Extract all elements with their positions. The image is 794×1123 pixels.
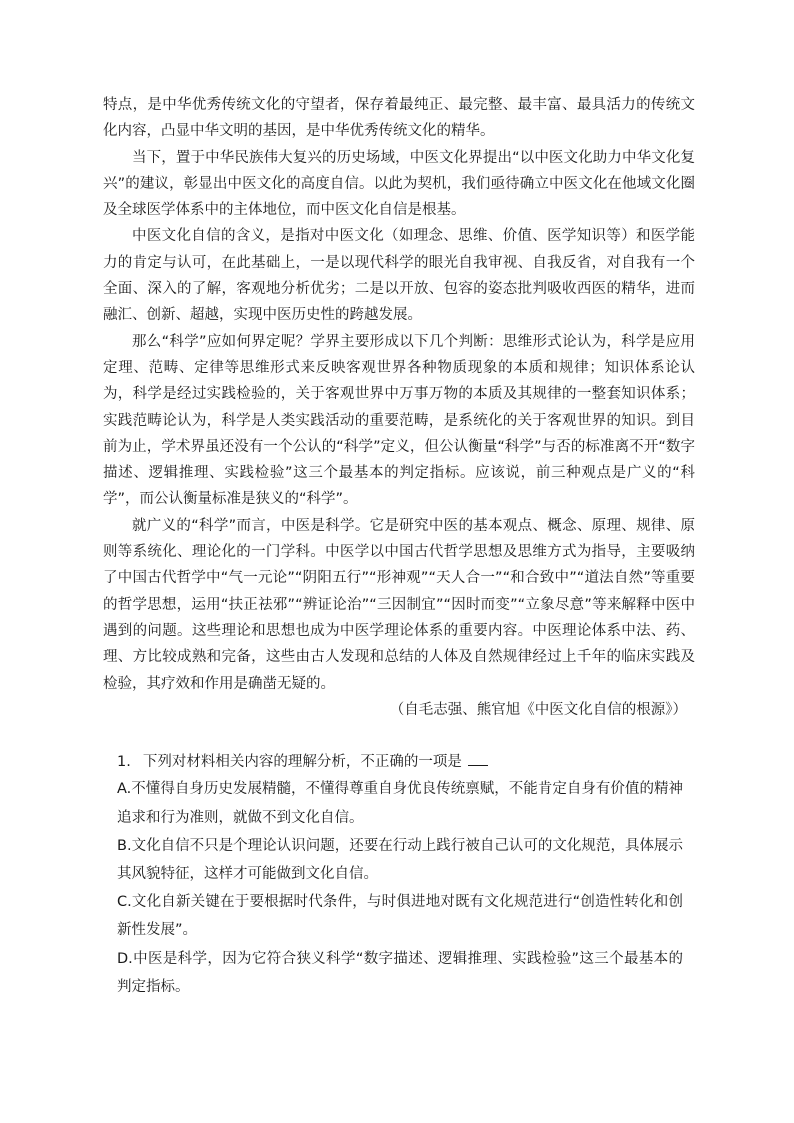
question-block (103, 749, 695, 1001)
question-stem-line (117, 749, 683, 775)
answer-blank[interactable] (468, 751, 488, 766)
option-d: D.中医是科学，因为它符合狭义科学“数字描述、逻辑推理、实践检验”这三个最基本的判定指标。 (117, 950, 683, 995)
article-paragraph: 就广义的“科学”而言，中医是科学。它是研究中医的基本观点、概念、原理、规律、原则等系统化、理论化的一门学科。中医学以中国古代哲学思想及思维方式为指导，主要吸纳了中国古代哲学中“气一元论”“阴阳五行”“形神观”“天人合一”“和合致中”“道法自然”等重要的哲学思想，运用“扶正祛邪”“辨证论治”“三因制宜”“因时而变”“立象尽意”等来解释中医中遇到的问题。这些理论和思想也成为中医学理论体系的重要内容。中医理论体系中法、药、理、方比较成熟和完备，这些由古人发现和总结的人体及自然规律经过上千年的临床实践及检验，其疗效和作用是确凿无疑的。 (103, 517, 695, 692)
article-paragraph: 那么“科学”应如何界定呢？学界主要形成以下几个判断：思维形式论认为，科学是应用定理、范畴、定律等思维形式来反映客观世界各种物质现象的本质和规律；知识体系论认为，科学是经过实践检验的，关于客观世界中万事万物的本质及其规律的一整套知识体系；实践范畴论认为，科学是人类实践活动的重要范畴，是系统化的关于客观世界的知识。到目前为止，学术界虽还没有一个公认的“科学”定义，但公认衡量“科学”与否的标准离不开“数字描述、逻辑推理、实践检验”这三个最基本的判定指标。应该说，前三种观点是广义的“科学”，而公认衡量标准是狭义的“科学”。 (103, 333, 695, 508)
question-number: 1. (117, 754, 131, 771)
document-page (103, 92, 695, 1001)
option-c: C.文化自新关键在于要根据时代条件，与时俱进地对既有文化规范进行“创造性转化和创新性发展”。 (117, 894, 683, 939)
option-a: A.不懂得自身历史发展精髓，不懂得尊重自身优良传统禀赋，不能肯定自身有价值的精神追求和行为准则，就做不到文化自信。 (117, 781, 683, 826)
article-paragraph: 当下，置于中华民族伟大复兴的历史场域，中医文化界提出“以中医文化助力中华文化复兴”的建议，彰显出中医文化的高度自信。以此为契机，我们亟待确立中医文化在他域文化圈及全球医学体系中的主体地位，而中医文化自信是根基。 (103, 149, 695, 219)
article-source: （自毛志强、熊官旭《中医文化自信的根源》） (389, 701, 687, 718)
article-paragraph: 特点，是中华优秀传统文化的守望者，保存着最纯正、最完整、最丰富、最具活力的传统文化内容，凸显中华文明的基因，是中华优秀传统文化的精华。 (103, 97, 695, 140)
question-stem: 下列对材料相关内容的理解分析，不正确的一项是 (142, 754, 462, 771)
option-b: B.文化自信不只是个理论认识问题，还要在行动上践行被自己认可的文化规范，具体展示其风貌特征，这样才可能做到文化自信。 (117, 837, 683, 883)
article-paragraph: 中医文化自信的含义，是指对中医文化（如理念、思维、价值、医学知识等）和医学能力的肯定与认可，在此基础上，一是以现代科学的眼光自我审视、自我反省，对自我有一个全面、深入的了解，客观地分析优劣；二是以开放、包容的姿态批判吸收西医的精华，进而融汇、创新、超越，实现中医历史性的跨越发展。 (103, 228, 695, 324)
